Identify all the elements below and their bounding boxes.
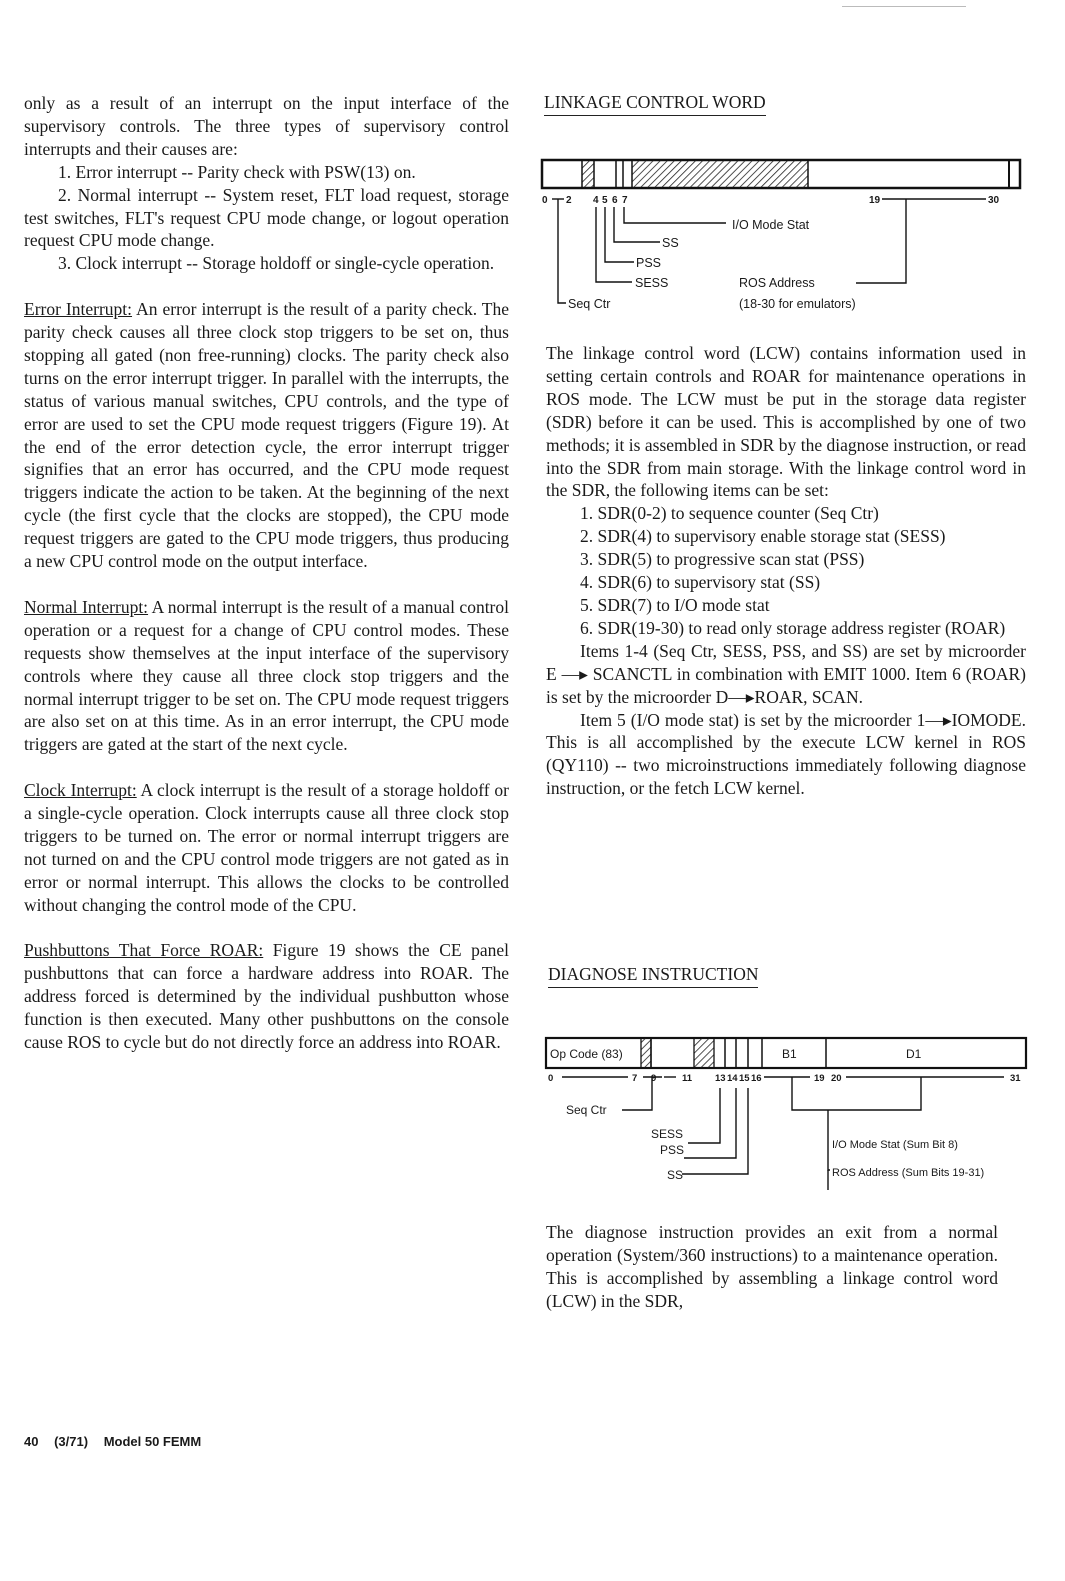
clock-interrupt-text: A clock interrupt is the result of a storage holdoff or a single-cycle operation. Clock interrupts cause all three clock stop triggers to be turned on. The error or normal interrupt triggers are not turned on and the CPU control mode triggers are not gated as in error or normal interrupt. This allows the clocks to be controlled without changing the control mode of the CPU. bbox=[24, 780, 509, 915]
lcw-bit-label: 2 bbox=[566, 195, 572, 206]
normal-interrupt-text: A normal interrupt is the result of a manual control operation or a request for a change of CPU control modes. These requests show themselves at the input interface of the supervisory controls where they cause all three clock stop triggers and the normal interrupt trigger to be set on. The CPU mode request triggers are also set on at this time. As in an error interrupt, the CPU mode triggers are gated at the start of the next cycle. bbox=[24, 596, 510, 755]
diagnose-text-block bbox=[546, 1221, 998, 1313]
lcw-item: 3. SDR(5) to progressive scan stat (PSS) bbox=[580, 549, 865, 570]
lcw-item: 6. SDR(19-30) to read only storage address register (ROAR) bbox=[580, 617, 1006, 638]
pushbuttons-heading: Pushbuttons That Force ROAR: bbox=[24, 940, 264, 961]
cause-item: 1. Error interrupt -- Parity check with PSW(13) on. bbox=[58, 161, 416, 182]
lcw-item: 2. SDR(4) to supervisory enable storage stat (SESS) bbox=[580, 526, 946, 547]
lcw-reserved-field bbox=[632, 160, 808, 188]
lcw-ss-callout: SS bbox=[662, 236, 679, 250]
diagnose-bit-label: 16 bbox=[751, 1073, 762, 1084]
lcw-bit-label: 0 bbox=[542, 195, 548, 206]
diagnose-io-mode-callout: I/O Mode Stat (Sum Bit 8) bbox=[832, 1139, 958, 1151]
lcw-diagram bbox=[536, 150, 1036, 320]
page-footer bbox=[24, 1434, 213, 1449]
diagnose-bit-label: 13 bbox=[715, 1073, 726, 1084]
lcw-bit-label: 6 bbox=[612, 195, 618, 206]
diagnose-reserved-field bbox=[694, 1038, 714, 1068]
diagnose-bit-label: 15 bbox=[739, 1073, 750, 1084]
normal-interrupt-paragraph bbox=[24, 596, 509, 756]
b1-field-label: B1 bbox=[782, 1047, 797, 1061]
error-interrupt-heading: Error Interrupt: bbox=[24, 299, 133, 320]
diagnose-bit-label: 0 bbox=[548, 1073, 554, 1084]
lcw-sess-callout: SESS bbox=[635, 276, 669, 290]
lcw-bit-label: 30 bbox=[988, 195, 1000, 206]
lcw-bit-label: 19 bbox=[869, 195, 881, 206]
revision-date: (3/71) bbox=[54, 1434, 89, 1449]
error-interrupt-paragraph bbox=[24, 298, 509, 573]
diagnose-sess-callout: SESS bbox=[651, 1127, 684, 1141]
cause-item: 3. Clock interrupt -- Storage holdoff or single-cycle operation. bbox=[58, 253, 495, 274]
lcw-seq-ctr-callout: Seq Ctr bbox=[568, 297, 611, 311]
diagnose-pss-callout: PSS bbox=[660, 1143, 685, 1157]
page-number: 40 bbox=[24, 1434, 39, 1449]
lcw-pss-callout: PSS bbox=[636, 256, 662, 270]
diagnose-bit-label: 11 bbox=[682, 1073, 693, 1084]
opcode-field-label: Op Code (83) bbox=[550, 1047, 623, 1061]
lcw-reserved-bit bbox=[582, 160, 594, 188]
cause-item: 2. Normal interrupt -- System reset, FLT load request, storage test switches, FLT's request CPU mode change, or logout operation request CPU mode change. bbox=[24, 184, 509, 251]
lcw-item: 4. SDR(6) to supervisory stat (SS) bbox=[580, 572, 821, 593]
lcw-heading: LINKAGE CONTROL WORD bbox=[544, 92, 766, 113]
manual-title: Model 50 FEMM bbox=[103, 1434, 202, 1449]
diagnose-seq-ctr-callout: Seq Ctr bbox=[566, 1103, 607, 1117]
lcw-io-mode-callout: I/O Mode Stat bbox=[732, 218, 810, 232]
lcw-bit-label: 5 bbox=[602, 195, 608, 206]
clock-interrupt-heading: Clock Interrupt: bbox=[24, 780, 137, 801]
right-column bbox=[546, 342, 1026, 800]
error-interrupt-text: An error interrupt is the result of a parity check. The parity check causes all three clock stop triggers to be set on, thus stopping all gated (non free-running) clocks. The parity check also turns on the error interrupt trigger. In parallel with the interrupts, the status of various manual switches, CPU controls, and the type of error are used to set the CPU mode request triggers (Figure 19). At the end of the error detection cycle, the error interrupt trigger signifies that an error has occurred, and the CPU mode request triggers indicate the action to be taken. At the beginning of the next cycle (the first cycle that the clocks are stopped), the CPU mode request triggers are gated to the CPU mode triggers, thus producing a new CPU control mode on the output interface. bbox=[24, 299, 509, 572]
diagnose-ros-address-callout: ROS Address (Sum Bits 19-31) bbox=[832, 1167, 985, 1179]
diagnose-bit-label: 19 bbox=[814, 1073, 825, 1084]
lcw-bit-label: 4 bbox=[593, 195, 599, 206]
lcw-ros-note: (18-30 for emulators) bbox=[739, 297, 856, 311]
diagnose-bit-label: 20 bbox=[831, 1073, 842, 1084]
lcw-item: 1. SDR(0-2) to sequence counter (Seq Ctr) bbox=[580, 503, 879, 524]
diagnose-bit-label: 14 bbox=[727, 1073, 738, 1084]
diagnose-paragraph: The diagnose instruction provides an exit from a normal operation (System/360 instructions) to a maintenance operation. This is accomplished by assembling a linkage control word (LCW) in the SDR, bbox=[546, 1222, 998, 1311]
lcw-ros-address-callout: ROS Address bbox=[739, 276, 815, 290]
pushbuttons-paragraph bbox=[24, 939, 509, 1054]
intro-paragraph: only as a result of an interrupt on the input interface of the supervisory controls. The three types of supervisory control interrupts and their causes are: bbox=[24, 93, 509, 159]
pushbuttons-text: Figure 19 shows the CE panel pushbuttons that can force a hardware address into ROAR. The address forced is determined by the individual pushbutton whose function is then executed. Many other pushbuttons on the console cause ROS to cycle but do not directly force an address into ROAR. bbox=[24, 940, 509, 1053]
diagnose-bit-label: 7 bbox=[632, 1073, 638, 1084]
lcw-intro-paragraph: The linkage control word (LCW) contains information used in setting certain controls and ROAR for maintenance operations in ROS mode. The LCW must be put in the storage data register (SDR) before it can be used. This is accomplished by one of two methods; it is assembled in SDR by the diagnose instruction, or read into the SDR from main storage. With the linkage control word in the SDR, the following items can be set: bbox=[546, 343, 1026, 501]
d1-field-label: D1 bbox=[906, 1047, 922, 1061]
diagnose-diagram bbox=[540, 1030, 1040, 1190]
diagnose-bit-label: 31 bbox=[1010, 1073, 1021, 1084]
diagnose-bit-label: 9 bbox=[651, 1073, 657, 1084]
lcw-bit-label: 7 bbox=[622, 195, 628, 206]
normal-interrupt-heading: Normal Interrupt: bbox=[24, 596, 149, 617]
item-5-paragraph: Item 5 (I/O mode stat) is set by the microorder 1—▸IOMODE. This is all accomplished by the execute LCW kernel in ROS (QY110) -- two microinstructions immediately following diagnose instruction, or the fetch LCW kernel. bbox=[546, 709, 1026, 799]
diagnose-ss-callout: SS bbox=[667, 1168, 684, 1182]
diagnose-reserved-bit bbox=[641, 1038, 651, 1068]
lcw-item: 5. SDR(7) to I/O mode stat bbox=[580, 594, 770, 615]
top-edge-rule bbox=[842, 6, 966, 7]
clock-interrupt-paragraph bbox=[24, 779, 509, 916]
items-1-4-paragraph: Items 1-4 (Seq Ctr, SESS, PSS, and SS) are set by microorder E —▸ SCANCTL in combination with EMIT 1000. Item 6 (ROAR) is set by the microorder D—▸ROAR, SCAN. bbox=[546, 640, 1026, 707]
diagnose-heading: DIAGNOSE INSTRUCTION bbox=[548, 964, 758, 985]
left-column bbox=[24, 92, 509, 1054]
